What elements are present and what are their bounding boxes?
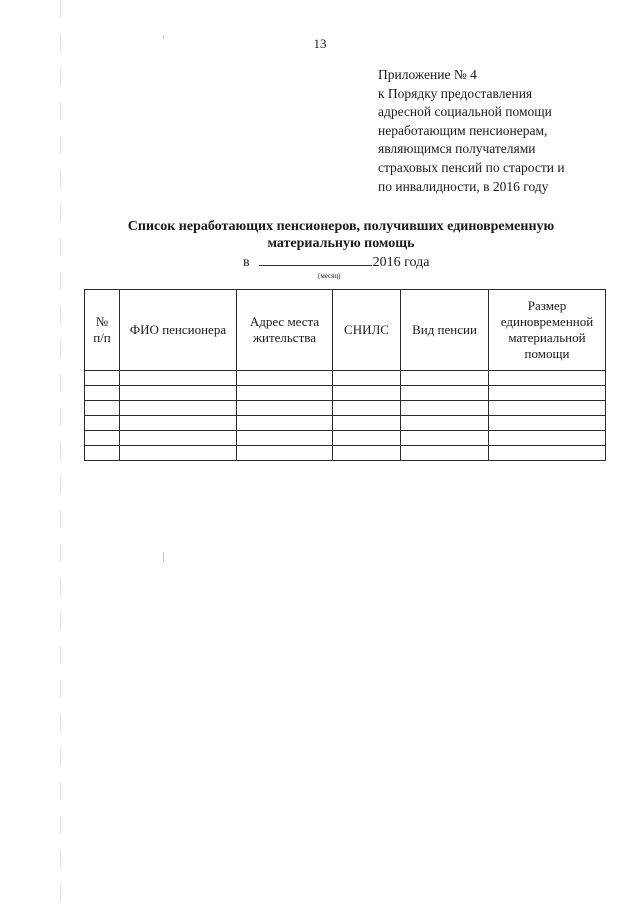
appendix-header (378, 66, 565, 196)
header-address (237, 290, 333, 371)
header-amount-line: материальной (508, 330, 586, 345)
table-body (85, 371, 606, 461)
table-cell[interactable] (333, 371, 401, 386)
month-prefix: в (243, 255, 250, 270)
page-number: 13 (313, 36, 327, 51)
table-cell[interactable] (333, 401, 401, 416)
scan-speck (163, 552, 164, 562)
header-address-line: Адрес места (249, 314, 320, 329)
table-cell[interactable] (333, 416, 401, 431)
month-suffix: 2016 года (372, 255, 430, 270)
table-row (85, 416, 606, 431)
table-cell[interactable] (237, 386, 333, 401)
table-cell[interactable] (237, 416, 333, 431)
table-header-row (85, 290, 606, 371)
table-cell[interactable] (333, 386, 401, 401)
table-cell[interactable] (85, 416, 120, 431)
appendix-line: неработающим пенсионерам, (378, 122, 548, 138)
table-cell[interactable] (401, 386, 489, 401)
table-cell[interactable] (489, 371, 606, 386)
appendix-line: адресной социальной помощи (378, 104, 552, 120)
table-cell[interactable] (85, 431, 120, 446)
appendix-line: являющимся получателями (378, 141, 536, 157)
table-cell[interactable] (237, 431, 333, 446)
table-cell[interactable] (237, 401, 333, 416)
header-pension-type: Вид пенсии (401, 290, 489, 371)
table-row (85, 431, 606, 446)
table-cell[interactable] (489, 446, 606, 461)
table-cell[interactable] (333, 446, 401, 461)
table-cell[interactable] (401, 416, 489, 431)
appendix-line: Приложение № 4 (378, 67, 477, 82)
table-cell[interactable] (489, 431, 606, 446)
table-cell[interactable] (120, 371, 237, 386)
table-cell[interactable] (85, 446, 120, 461)
table-cell[interactable] (85, 371, 120, 386)
header-amount-line: Размер (527, 298, 567, 313)
table-cell[interactable] (401, 401, 489, 416)
header-amount (489, 290, 606, 371)
scan-edge-artifact (60, 0, 61, 905)
month-hint: (месяц) (318, 272, 341, 280)
table-row (85, 386, 606, 401)
table-cell[interactable] (401, 371, 489, 386)
table-cell[interactable] (401, 446, 489, 461)
header-number-line: п/п (93, 330, 111, 345)
header-number-line: № (95, 314, 109, 329)
month-blank-field[interactable] (259, 253, 372, 266)
table-cell[interactable] (85, 401, 120, 416)
table-cell[interactable] (401, 431, 489, 446)
header-amount-line: единовременной (500, 314, 594, 329)
header-number (85, 290, 120, 371)
header-snils: СНИЛС (333, 290, 401, 371)
table-cell[interactable] (237, 446, 333, 461)
appendix-line: страховых пенсий по старости и (378, 159, 565, 175)
table-cell[interactable] (85, 386, 120, 401)
table-row (85, 446, 606, 461)
table-cell[interactable] (333, 431, 401, 446)
table-cell[interactable] (489, 416, 606, 431)
table-cell[interactable] (489, 386, 606, 401)
title-line-1: Список неработающих пенсионеров, получивших единовременную (127, 219, 555, 234)
appendix-line: по инвалидности, в 2016 году (378, 178, 549, 194)
header-address-line: жительства (253, 330, 316, 345)
table-cell[interactable] (120, 416, 237, 431)
header-fio: ФИО пенсионера (120, 290, 237, 371)
table-row (85, 371, 606, 386)
appendix-line: к Порядку предоставления (378, 85, 533, 101)
table-row (85, 401, 606, 416)
pensioners-table (84, 289, 606, 461)
document-title (80, 218, 602, 252)
title-line-2: материальную помощь (267, 236, 415, 251)
table-cell[interactable] (120, 386, 237, 401)
month-line (243, 253, 429, 271)
table-cell[interactable] (489, 401, 606, 416)
table-cell[interactable] (120, 401, 237, 416)
table-cell[interactable] (120, 446, 237, 461)
table-cell[interactable] (120, 431, 237, 446)
header-amount-line: помощи (524, 346, 570, 361)
table-cell[interactable] (237, 371, 333, 386)
